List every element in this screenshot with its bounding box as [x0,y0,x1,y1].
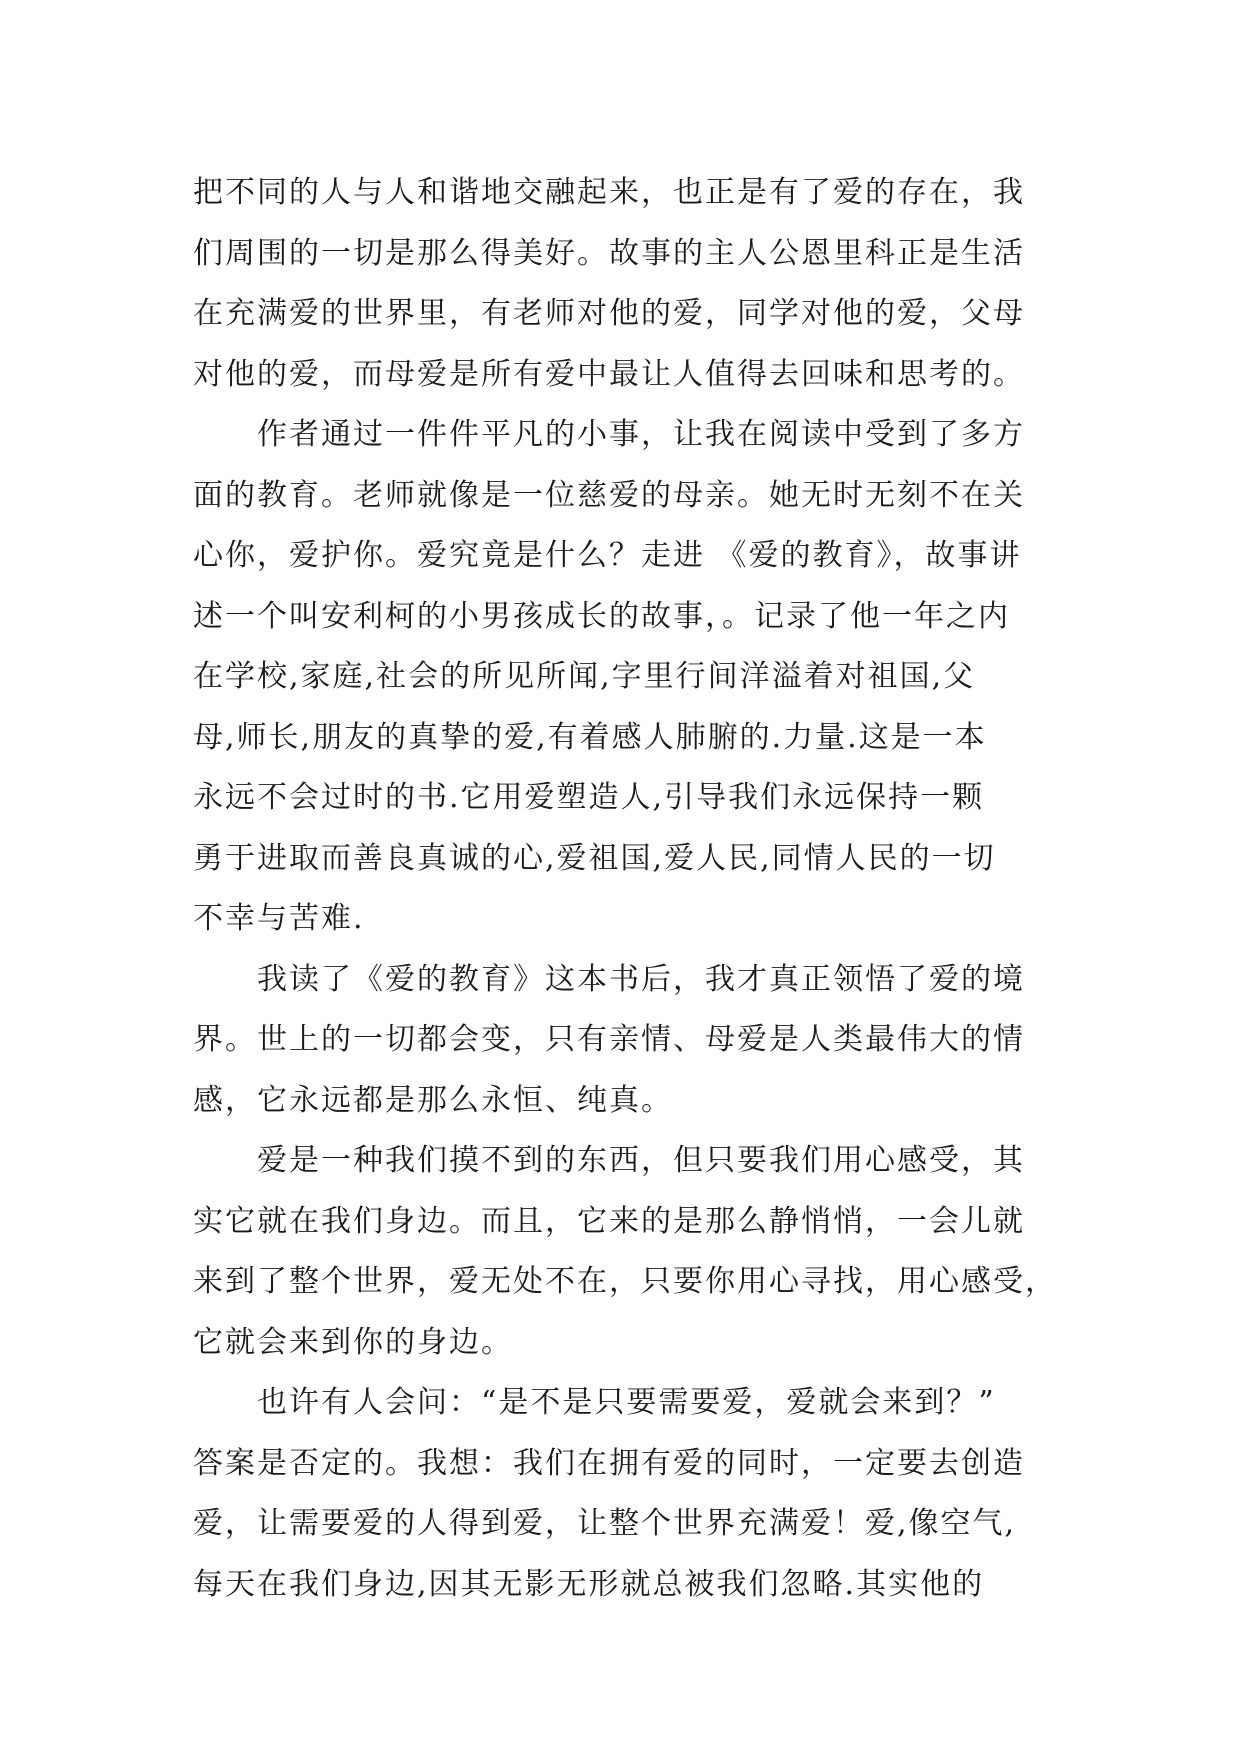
text-line: 在充满爱的世界里，有老师对他的爱，同学对他的爱，父母 [193,296,1025,331]
text-line: 答案是否定的。我想：我们在拥有爱的同时，一定要去创造 [193,1445,1025,1481]
text-line: 感，它永远都是那么永恒、纯真。 [193,1082,673,1118]
text-line: 述一个叫安利柯的小男孩成长的故事，。记录了他一年之内 [193,598,1010,634]
text-line: 对他的爱，而母爱是所有爱中最让人值得去回味和思考的。 [193,356,1025,392]
text-line: 不幸与苦难. [193,901,365,936]
paragraph-start-line: 也许有人会问：“是不是只要需要爱，爱就会来到？” [257,1385,996,1420]
text-line: 每天在我们身边,因其无影无形就总被我们忽略.其实他的 [193,1566,985,1602]
text-line: 母,师长,朋友的真挚的爱,有着感人肺腑的.力量.这是一本 [193,719,987,755]
text-line: 实它就在我们身边。而且，它来的是那么静悄悄，一会儿就 [193,1203,1025,1239]
text-line: 它就会来到你的身边。 [193,1324,513,1360]
paragraph-start-line: 我读了《爱的教育》这本书后，我才真正领悟了爱的境 [257,961,1025,997]
body-text [193,163,1057,1615]
text-line: 爱，让需要爱的人得到爱，让整个世界充满爱！爱,像空气, [193,1506,1017,1541]
text-line: 们周围的一切是那么得美好。故事的主人公恩里科正是生活 [193,235,1025,271]
text-line: 勇于进取而善良真诚的心,爱祖国,爱人民,同情人民的一切 [193,840,996,876]
text-line: 来到了整个世界，爱无处不在，只要你用心寻找，用心感受， [193,1264,1057,1299]
text-line: 心你，爱护你。爱究竟是什么？走进 《爱的教育》，故事讲 [193,538,1022,573]
paragraph-start-line: 作者通过一件件平凡的小事，让我在阅读中受到了多方 [257,417,1025,452]
text-line: 界。世上的一切都会变，只有亲情、母爱是人类最伟大的情 [193,1022,1025,1057]
text-line: 把不同的人与人和谐地交融起来，也正是有了爱的存在，我 [193,175,1025,210]
paragraph-start-line: 爱是一种我们摸不到的东西，但只要我们用心感受，其 [257,1143,1025,1178]
text-line: 面的教育。老师就像是一位慈爱的母亲。她无时无刻不在关 [193,477,1025,513]
text-line: 永远不会过时的书.它用爱塑造人,引导我们永远保持一颗 [193,780,985,815]
text-line: 在学校,家庭,社会的所见所闻,字里行间洋溢着对祖国,父 [193,659,976,694]
